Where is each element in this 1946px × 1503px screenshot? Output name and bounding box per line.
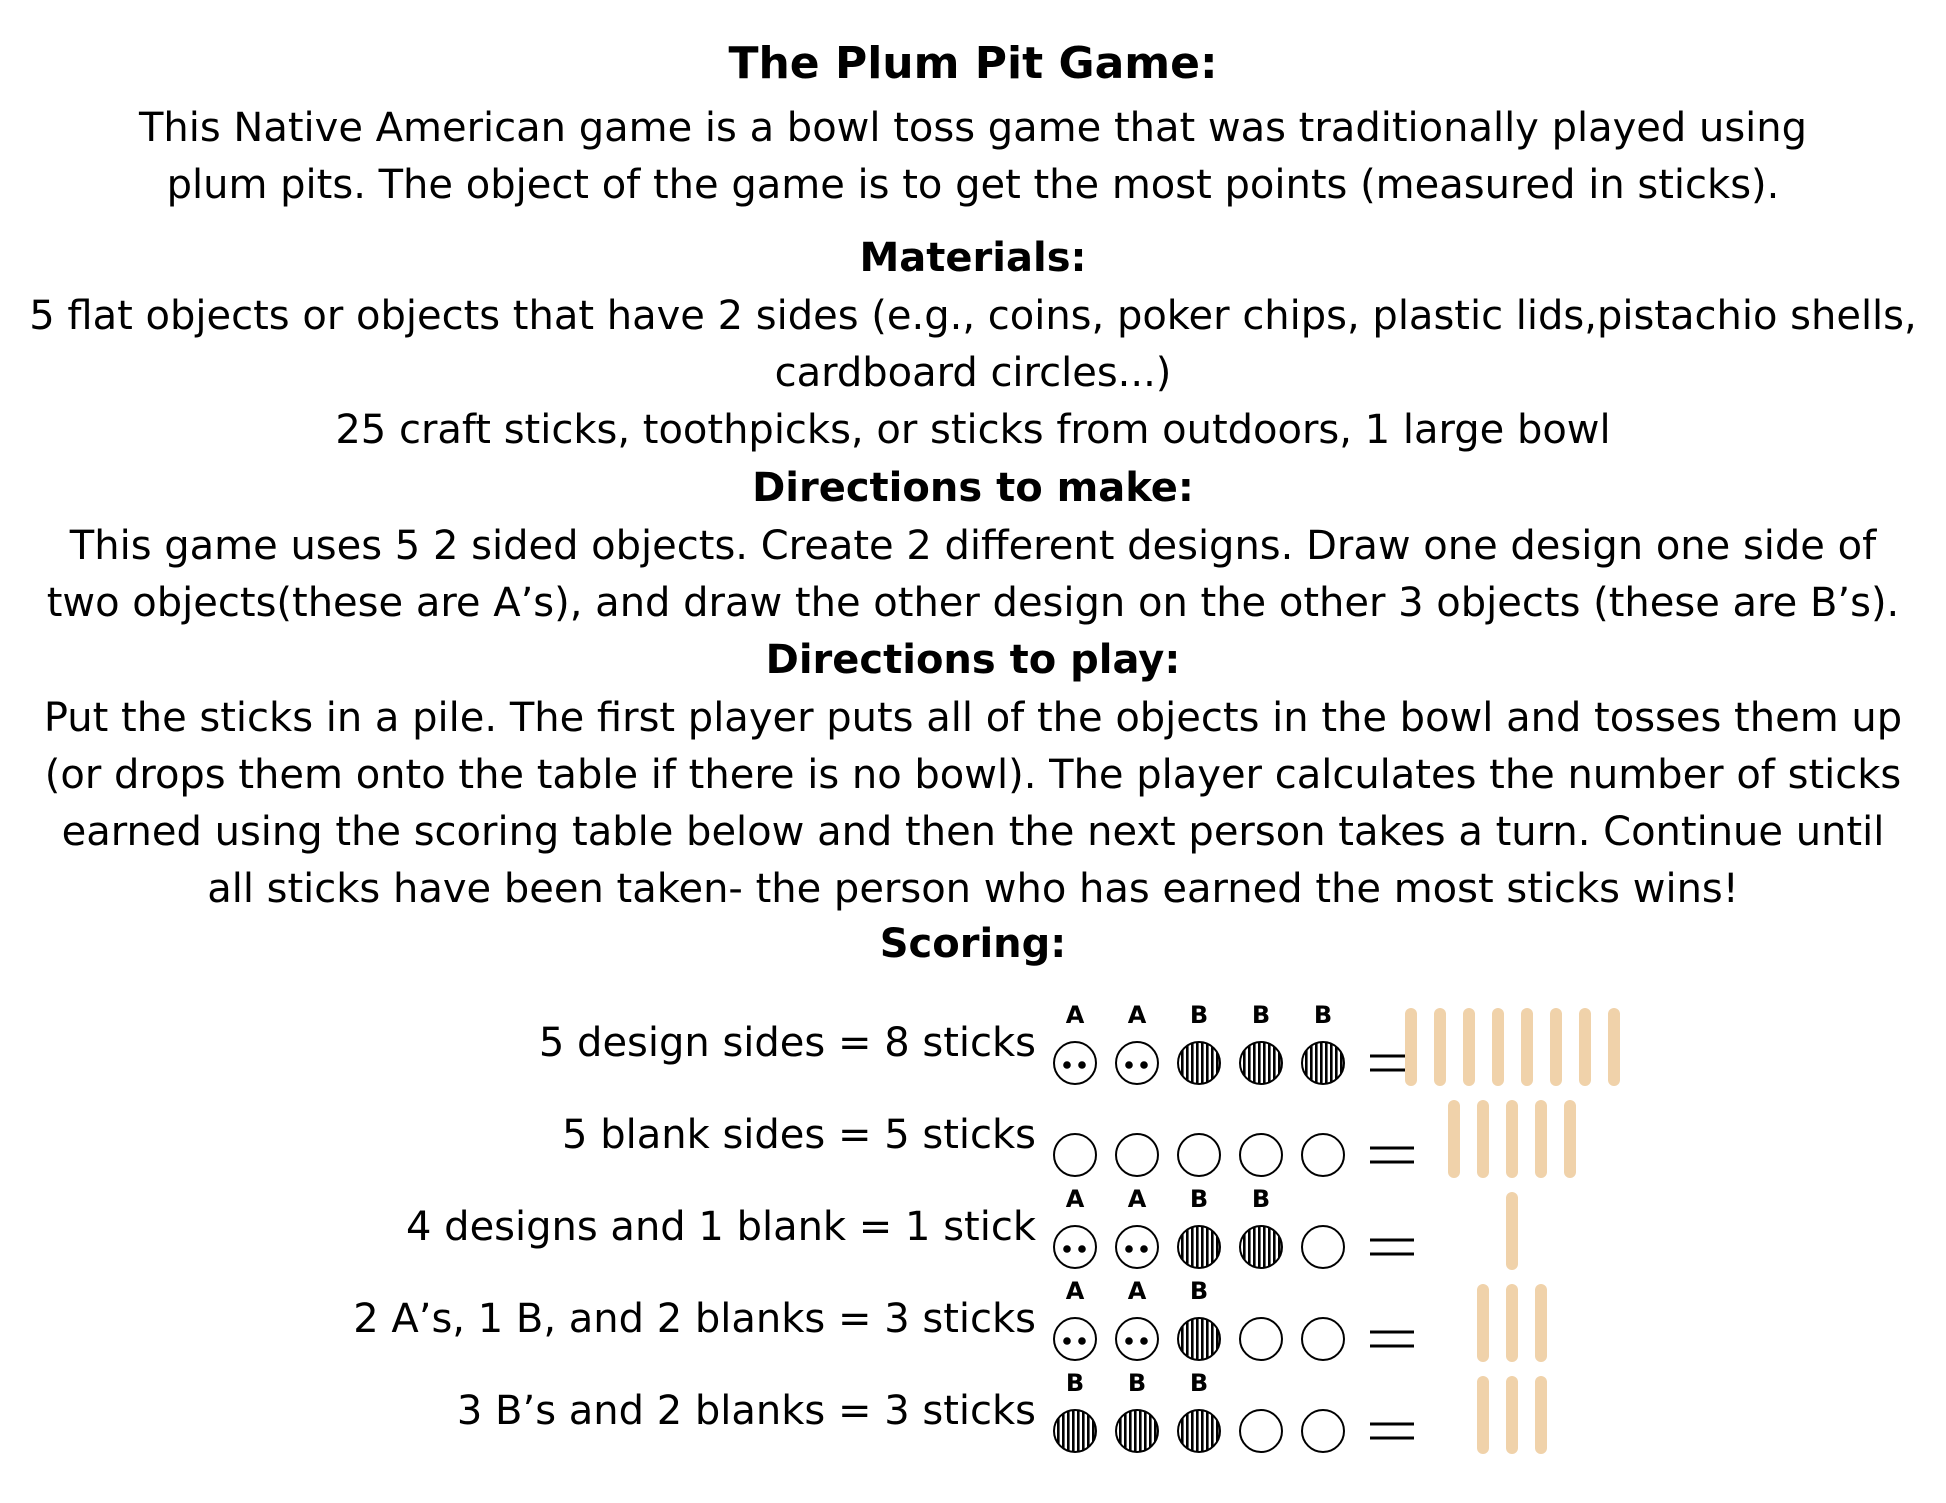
directions-play-line: Put the sticks in a pile. The first player puts all of the objects in the bowl and tosses them up — [43, 695, 1903, 741]
scoring-row-label: 4 designs and 1 blank = 1 stick — [406, 1204, 1036, 1250]
blank-circle-icon — [1112, 1130, 1162, 1180]
game-piece-blank — [1050, 1092, 1100, 1182]
materials-line: cardboard circles...) — [774, 350, 1172, 396]
game-piece-blank — [1298, 1184, 1348, 1274]
piece-letter: B — [1313, 1001, 1333, 1029]
materials-line: 25 craft sticks, toothpicks, or sticks from outdoors, 1 large bowl — [335, 407, 1611, 453]
game-piece-stripes — [1174, 1368, 1224, 1458]
directions-make-line: This game uses 5 2 sided objects. Create 2 different designs. Draw one design one side of — [69, 523, 1877, 569]
game-piece-stripes — [1174, 1276, 1224, 1366]
scoring-row-label: 5 design sides = 8 sticks — [538, 1020, 1036, 1066]
dots-circle-icon — [1050, 1314, 1100, 1364]
stick-icon — [1434, 1008, 1446, 1086]
piece-letter: A — [1065, 1277, 1085, 1305]
piece-letter: A — [1065, 1001, 1085, 1029]
game-piece-stripes — [1236, 1184, 1286, 1274]
blank-circle-icon — [1174, 1130, 1224, 1180]
equals-sign-icon — [1368, 1130, 1418, 1184]
sticks-group — [1405, 1008, 1620, 1088]
stick-icon — [1477, 1100, 1489, 1178]
stick-icon — [1506, 1192, 1518, 1270]
game-piece-blank — [1236, 1368, 1286, 1458]
stick-icon — [1535, 1100, 1547, 1178]
directions-play-paragraph — [0, 690, 1946, 918]
stick-icon — [1477, 1376, 1489, 1454]
directions-make-line: two objects(these are A’s), and draw the other design on the other 3 objects (these are B’s). — [46, 580, 1900, 626]
page-title: The Plum Pit Game: — [728, 38, 1218, 89]
stripes-circle-icon — [1298, 1038, 1348, 1088]
game-pieces — [1050, 1368, 1370, 1458]
scoring-row — [0, 1184, 1946, 1274]
game-piece-dots — [1050, 1184, 1100, 1274]
scoring-row — [0, 1092, 1946, 1182]
blank-circle-icon — [1298, 1406, 1348, 1456]
intro-paragraph — [0, 100, 1946, 214]
stripes-circle-icon — [1174, 1038, 1224, 1088]
game-piece-blank — [1236, 1276, 1286, 1366]
game-piece-stripes — [1236, 1000, 1286, 1090]
stick-icon — [1579, 1008, 1591, 1086]
stick-icon — [1550, 1008, 1562, 1086]
game-pieces — [1050, 1276, 1370, 1366]
stick-icon — [1564, 1100, 1576, 1178]
game-piece-blank — [1236, 1092, 1286, 1182]
dots-circle-icon — [1112, 1314, 1162, 1364]
game-piece-stripes — [1112, 1368, 1162, 1458]
directions-play-line: (or drops them onto the table if there is no bowl). The player calculates the number of sticks — [44, 752, 1902, 798]
directions-make-heading: Directions to make: — [752, 465, 1194, 511]
stick-icon — [1535, 1284, 1547, 1362]
piece-letter: A — [1065, 1185, 1085, 1213]
stripes-circle-icon — [1236, 1222, 1286, 1272]
stick-icon — [1448, 1100, 1460, 1178]
piece-letter: A — [1127, 1185, 1147, 1213]
game-piece-stripes — [1174, 1000, 1224, 1090]
scoring-row — [0, 1000, 1946, 1090]
stick-icon — [1535, 1376, 1547, 1454]
materials-heading: Materials: — [859, 235, 1087, 281]
scoring-row-label: 3 B’s and 2 blanks = 3 sticks — [456, 1388, 1036, 1434]
game-piece-dots — [1112, 1276, 1162, 1366]
directions-play-line: all sticks have been taken- the person who has earned the most sticks wins! — [207, 866, 1739, 912]
stick-icon — [1477, 1284, 1489, 1362]
piece-letter: B — [1189, 1001, 1209, 1029]
stick-icon — [1463, 1008, 1475, 1086]
stick-icon — [1492, 1008, 1504, 1086]
game-piece-blank — [1298, 1092, 1348, 1182]
stripes-circle-icon — [1112, 1406, 1162, 1456]
game-piece-stripes — [1050, 1368, 1100, 1458]
directions-make-paragraph — [0, 518, 1946, 632]
stripes-circle-icon — [1050, 1406, 1100, 1456]
piece-letter: B — [1127, 1369, 1147, 1397]
piece-letter: B — [1189, 1277, 1209, 1305]
scoring-row — [0, 1276, 1946, 1366]
intro-line: This Native American game is a bowl toss game that was traditionally played using — [138, 105, 1808, 151]
piece-letter: B — [1065, 1369, 1085, 1397]
equals-sign-icon — [1368, 1222, 1418, 1276]
stripes-circle-icon — [1236, 1038, 1286, 1088]
piece-letter: A — [1127, 1001, 1147, 1029]
game-piece-stripes — [1174, 1184, 1224, 1274]
game-piece-dots — [1050, 1276, 1100, 1366]
game-piece-stripes — [1298, 1000, 1348, 1090]
blank-circle-icon — [1298, 1222, 1348, 1272]
piece-letter: B — [1189, 1369, 1209, 1397]
stick-icon — [1506, 1284, 1518, 1362]
scoring-row-label: 5 blank sides = 5 sticks — [562, 1112, 1036, 1158]
materials-paragraph — [0, 288, 1946, 459]
stripes-circle-icon — [1174, 1406, 1224, 1456]
dots-circle-icon — [1050, 1222, 1100, 1272]
stripes-circle-icon — [1174, 1314, 1224, 1364]
piece-letter: B — [1251, 1185, 1271, 1213]
stick-icon — [1506, 1100, 1518, 1178]
game-piece-blank — [1298, 1276, 1348, 1366]
game-piece-blank — [1174, 1092, 1224, 1182]
piece-letter: B — [1251, 1001, 1271, 1029]
scoring-heading: Scoring: — [879, 921, 1067, 967]
blank-circle-icon — [1236, 1314, 1286, 1364]
stick-icon — [1506, 1376, 1518, 1454]
equals-sign-icon — [1368, 1406, 1418, 1460]
piece-letter: A — [1127, 1277, 1147, 1305]
materials-line: 5 flat objects or objects that have 2 sides (e.g., coins, poker chips, plastic lids,pistachio shells, — [29, 293, 1917, 339]
sticks-group — [1448, 1100, 1576, 1180]
game-pieces — [1050, 1184, 1370, 1274]
stripes-circle-icon — [1174, 1222, 1224, 1272]
game-piece-dots — [1112, 1000, 1162, 1090]
game-piece-blank — [1298, 1368, 1348, 1458]
stick-icon — [1405, 1008, 1417, 1086]
blank-circle-icon — [1236, 1406, 1286, 1456]
game-piece-blank — [1112, 1092, 1162, 1182]
sticks-group — [1506, 1192, 1518, 1272]
stick-icon — [1608, 1008, 1620, 1086]
directions-play-line: earned using the scoring table below and then the next person takes a turn. Continue until — [61, 809, 1885, 855]
stick-icon — [1521, 1008, 1533, 1086]
dots-circle-icon — [1112, 1038, 1162, 1088]
game-pieces — [1050, 1092, 1370, 1182]
dots-circle-icon — [1112, 1222, 1162, 1272]
directions-play-heading: Directions to play: — [765, 637, 1181, 683]
blank-circle-icon — [1236, 1130, 1286, 1180]
equals-sign-icon — [1368, 1314, 1418, 1368]
piece-letter: B — [1189, 1185, 1209, 1213]
sticks-group — [1477, 1284, 1547, 1364]
blank-circle-icon — [1298, 1314, 1348, 1364]
game-pieces — [1050, 1000, 1370, 1090]
sticks-group — [1477, 1376, 1547, 1456]
scoring-row — [0, 1368, 1946, 1458]
dots-circle-icon — [1050, 1038, 1100, 1088]
game-piece-dots — [1112, 1184, 1162, 1274]
game-piece-dots — [1050, 1000, 1100, 1090]
blank-circle-icon — [1050, 1130, 1100, 1180]
intro-line: plum pits. The object of the game is to get the most points (measured in sticks). — [166, 162, 1780, 208]
blank-circle-icon — [1298, 1130, 1348, 1180]
scoring-row-label: 2 A’s, 1 B, and 2 blanks = 3 sticks — [353, 1296, 1036, 1342]
